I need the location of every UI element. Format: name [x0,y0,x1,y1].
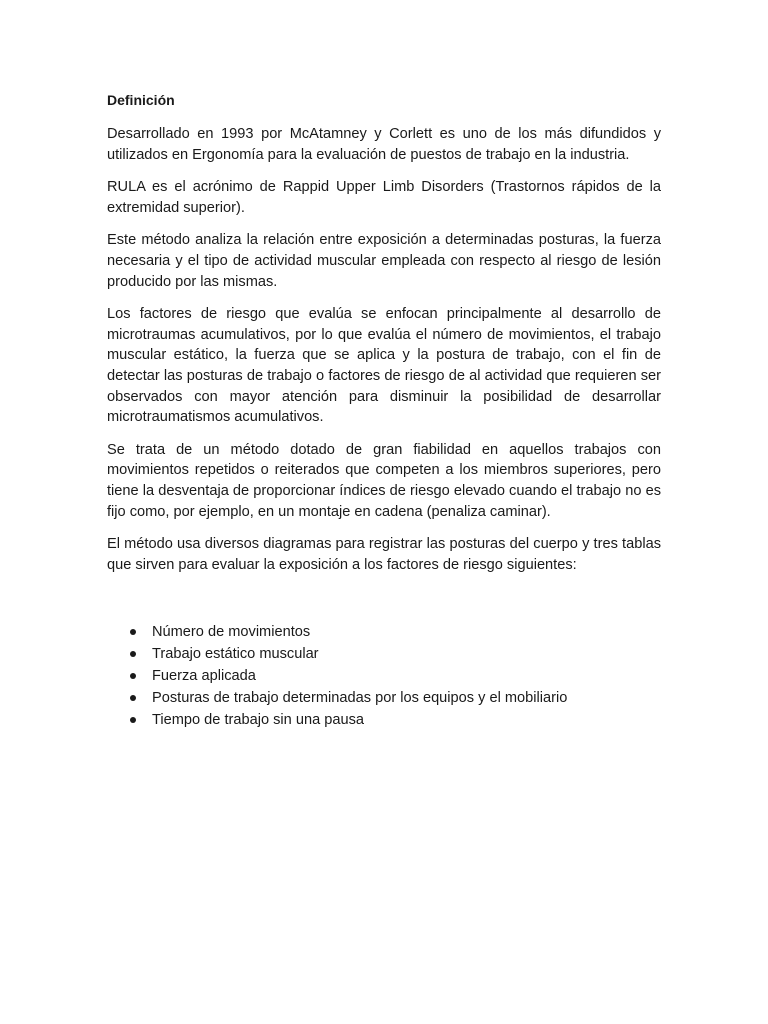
bullet-icon [130,673,136,679]
list-item [107,687,661,709]
list-item [107,665,661,687]
paragraph-origin: Desarrollado en 1993 por McAtamney y Corlett es uno de los más difundidos y utilizados en Ergonomía para la evaluación de puestos de trabajo en la industria. [107,126,661,163]
bullet-icon [130,717,136,723]
list-item [107,621,661,643]
list-item [107,709,661,731]
list-item-label: Número de movimientos [152,624,311,641]
bullet-icon [130,695,136,701]
document-page [107,90,661,731]
list-item [107,643,661,665]
bullet-icon [130,629,136,635]
list-item-label: Fuerza aplicada [152,668,256,685]
list-item-label: Tiempo de trabajo sin una pausa [152,712,365,729]
paragraph-reliability: Se trata de un método dotado de gran fiabilidad en aquellos trabajos con movimientos repetidos o reiterados que competen a los miembros superiores, pero tiene la desventaja de proporcionar índices de riesgo elevado cuando el trabajo no es fijo como, por ejemplo, en un montaje en cadena (penaliza caminar). [107,441,661,520]
risk-factor-list [107,621,661,731]
paragraph-risk-factors: Los factores de riesgo que evalúa se enfocan principalmente al desarrollo de microtraumas acumulativos, por lo que evalúa el número de movimientos, el trabajo muscular estático, la fuerza que se aplica y la postura de trabajo, con el fin de detectar las posturas de trabajo o factores de riesgo de al actividad que requieren ser observados con mayor atención para disminuir la posibilidad de desarrollar microtraumatismos acumulativos. [107,306,661,426]
paragraph-diagrams: El método usa diversos diagramas para registrar las posturas del cuerpo y tres tablas que sirven para evaluar la exposición a los factores de riesgo siguientes: [107,536,661,573]
list-item-label: Posturas de trabajo determinadas por los equipos y el mobiliario [152,690,568,707]
list-item-label: Trabajo estático muscular [152,646,319,663]
paragraph-acronym: RULA es el acrónimo de Rappid Upper Limb Disorders (Trastornos rápidos de la extremidad superior). [107,179,661,216]
section-heading: Definición [107,92,175,108]
paragraph-method-analysis: Este método analiza la relación entre exposición a determinadas posturas, la fuerza necesaria y el tipo de actividad muscular empleada con respecto al riesgo de lesión producido por las mismas. [107,232,661,290]
bullet-icon [130,651,136,657]
